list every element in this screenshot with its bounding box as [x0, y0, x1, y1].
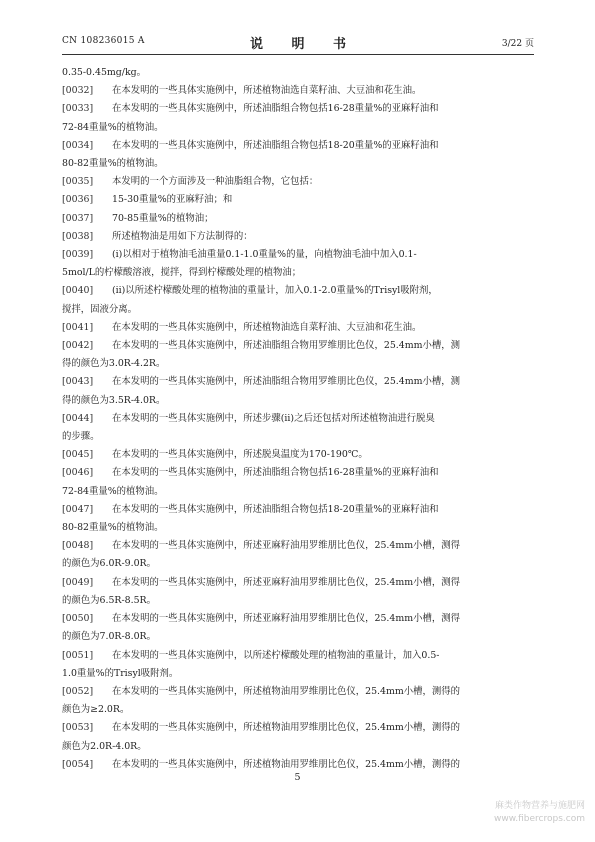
paragraph-text: 搅拌，固液分离。	[62, 303, 138, 315]
paragraph-text: 在本发明的一些具体实施例中，所述亚麻籽油用罗维朋比色仪，25.4mm小槽，测得	[112, 540, 461, 552]
paragraph-number: [0051]	[62, 649, 94, 661]
paragraph-text: 的颜色为6.0R-9.0R。	[62, 558, 156, 570]
paragraph-text: 1.0重量%的Trisyl吸附剂。	[62, 667, 179, 679]
paragraph-line	[62, 483, 534, 501]
paragraph-text: 5mol/L的柠檬酸溶液，搅拌，得到柠檬酸处理的植物油；	[62, 267, 302, 279]
paragraph-line	[62, 264, 534, 282]
paragraph-text: 颜色为2.0R-4.0R。	[62, 740, 147, 752]
paragraph-text: 72-84重量%的植物油。	[62, 121, 164, 133]
paragraph-number: [0040]	[62, 285, 94, 297]
paragraph-number: [0044]	[62, 412, 94, 424]
paragraph-number: [0046]	[62, 467, 94, 479]
paragraph-line	[62, 428, 534, 446]
paragraph-text: 所述植物油是用如下方法制得的：	[112, 230, 253, 242]
paragraph-number: [0032]	[62, 85, 94, 97]
document-number: CN 108236015 A	[62, 36, 145, 46]
paragraph-text: 颜色为≥2.0R。	[62, 704, 130, 716]
paragraph-number: [0047]	[62, 503, 94, 515]
paragraph-text: 70-85重量%的植物油；	[112, 212, 214, 224]
document-body	[62, 64, 534, 774]
paragraph-text: 在本发明的一些具体实施例中，所述脱臭温度为170-190℃。	[112, 449, 368, 461]
paragraph-line	[62, 392, 534, 410]
paragraph-line	[62, 537, 534, 555]
paragraph-number: [0048]	[62, 540, 94, 552]
paragraph-text: 的步骤。	[62, 431, 100, 443]
watermark-site-name: 麻类作物营养与施肥网	[494, 801, 585, 811]
paragraph-text: 在本发明的一些具体实施例中，所述亚麻籽油用罗维朋比色仪，25.4mm小槽，测得	[112, 613, 461, 625]
paragraph-text: (ii)以所述柠檬酸处理的植物油的重量计，加入0.1-2.0重量%的Trisyl吸附剂，	[112, 285, 438, 297]
paragraph-text: 15-30重量%的亚麻籽油；和	[112, 194, 233, 206]
paragraph-line	[62, 446, 534, 464]
paragraph-text: 在本发明的一些具体实施例中，所述油脂组合物包括16-28重量%的亚麻籽油和	[112, 467, 439, 479]
page-number: 5	[294, 772, 301, 783]
paragraph-text: 80-82重量%的植物油。	[62, 522, 164, 534]
paragraph-line	[62, 246, 534, 264]
paragraph-line	[62, 337, 534, 355]
paragraph-line	[62, 173, 534, 191]
paragraph-text: 72-84重量%的植物油。	[62, 485, 164, 497]
paragraph-line	[62, 355, 534, 373]
paragraph-number: [0054]	[62, 758, 94, 770]
paragraph-text: 在本发明的一些具体实施例中，所述植物油用罗维朋比色仪，25.4mm小槽，测得的	[112, 758, 461, 770]
paragraph-number: [0045]	[62, 449, 94, 461]
paragraph-text: 在本发明的一些具体实施例中，所述油脂组合物用罗维朋比色仪，25.4mm小槽，测	[112, 376, 461, 388]
paragraph-number: [0037]	[62, 212, 94, 224]
paragraph-line	[62, 82, 534, 100]
paragraph-line	[62, 555, 534, 573]
paragraph-line	[62, 701, 534, 719]
paragraph-text: 在本发明的一些具体实施例中，所述亚麻籽油用罗维朋比色仪，25.4mm小槽，测得	[112, 576, 461, 588]
paragraph-text: 在本发明的一些具体实施例中，所述油脂组合物包括16-28重量%的亚麻籽油和	[112, 103, 439, 115]
paragraph-number: [0033]	[62, 103, 94, 115]
paragraph-line	[62, 228, 534, 246]
paragraph-line	[62, 628, 534, 646]
paragraph-line	[62, 301, 534, 319]
paragraph-text: 得的颜色为3.0R-4.2R。	[62, 358, 166, 370]
paragraph-text: 本发明的一个方面涉及一种油脂组合物，它包括：	[112, 176, 319, 188]
paragraph-text: (i)以相对于植物油毛油重量0.1-1.0重量%的量，向植物油毛油中加入0.1-	[112, 249, 417, 261]
paragraph-text: 0.35-0.45mg/kg。	[62, 67, 147, 78]
paragraph-text: 在本发明的一些具体实施例中，所述油脂组合物用罗维朋比色仪，25.4mm小槽，测	[112, 340, 461, 352]
paragraph-text: 在本发明的一些具体实施例中，所述植物油选自菜籽油、大豆油和花生油。	[112, 321, 422, 333]
paragraph-line	[62, 410, 534, 428]
paragraph-line	[62, 665, 534, 683]
paragraph-text: 80-82重量%的植物油。	[62, 158, 164, 170]
paragraph-line	[62, 282, 534, 300]
paragraph-number: [0052]	[62, 685, 94, 697]
paragraph-line	[62, 100, 534, 118]
paragraph-text: 的颜色为7.0R-8.0R。	[62, 631, 156, 643]
paragraph-number: [0035]	[62, 176, 94, 188]
paragraph-line	[62, 137, 534, 155]
paragraph-number: [0038]	[62, 230, 94, 242]
paragraph-text: 在本发明的一些具体实施例中，所述油脂组合物包括18-20重量%的亚麻籽油和	[112, 503, 439, 515]
paragraph-text: 在本发明的一些具体实施例中，所述植物油用罗维朋比色仪，25.4mm小槽，测得的	[112, 722, 461, 734]
paragraph-text: 在本发明的一些具体实施例中，所述植物油用罗维朋比色仪，25.4mm小槽，测得的	[112, 685, 461, 697]
paragraph-number: [0036]	[62, 194, 94, 206]
paragraph-line	[62, 519, 534, 537]
paragraph-number: [0039]	[62, 249, 94, 261]
paragraph-line	[62, 464, 534, 482]
paragraph-text: 在本发明的一些具体实施例中，所述油脂组合物包括18-20重量%的亚麻籽油和	[112, 139, 439, 151]
paragraph-line	[62, 683, 534, 701]
paragraph-line	[62, 738, 534, 756]
paragraph-line	[62, 373, 534, 391]
paragraph-line	[62, 501, 534, 519]
paragraph-line	[62, 647, 534, 665]
watermark	[494, 800, 585, 826]
paragraph-number: [0043]	[62, 376, 94, 388]
page-indicator: 3/22 页	[501, 39, 534, 49]
paragraph-line	[62, 64, 534, 82]
paragraph-line	[62, 210, 534, 228]
paragraph-line	[62, 610, 534, 628]
paragraph-text: 在本发明的一些具体实施例中，以所述柠檬酸处理的植物油的重量计，加入0.5-	[112, 649, 440, 661]
paragraph-line	[62, 155, 534, 173]
document-title: 说 明 书	[249, 37, 359, 52]
paragraph-line	[62, 574, 534, 592]
paragraph-number: [0053]	[62, 722, 94, 734]
paragraph-line	[62, 592, 534, 610]
paragraph-text: 在本发明的一些具体实施例中，所述植物油选自菜籽油、大豆油和花生油。	[112, 85, 422, 97]
paragraph-line	[62, 119, 534, 137]
watermark-url: www.fibercrops.com	[494, 814, 585, 824]
paragraph-number: [0049]	[62, 576, 94, 588]
paragraph-number: [0034]	[62, 139, 94, 151]
header-divider	[62, 54, 534, 55]
paragraph-number: [0050]	[62, 613, 94, 625]
page-header	[62, 33, 534, 51]
paragraph-number: [0041]	[62, 321, 94, 333]
paragraph-line	[62, 719, 534, 737]
paragraph-line	[62, 191, 534, 209]
paragraph-text: 在本发明的一些具体实施例中，所述步骤(ii)之后还包括对所述植物油进行脱臭	[112, 412, 435, 424]
paragraph-text: 得的颜色为3.5R-4.0R。	[62, 394, 166, 406]
paragraph-line	[62, 319, 534, 337]
paragraph-text: 的颜色为6.5R-8.5R。	[62, 594, 156, 606]
paragraph-number: [0042]	[62, 340, 94, 352]
